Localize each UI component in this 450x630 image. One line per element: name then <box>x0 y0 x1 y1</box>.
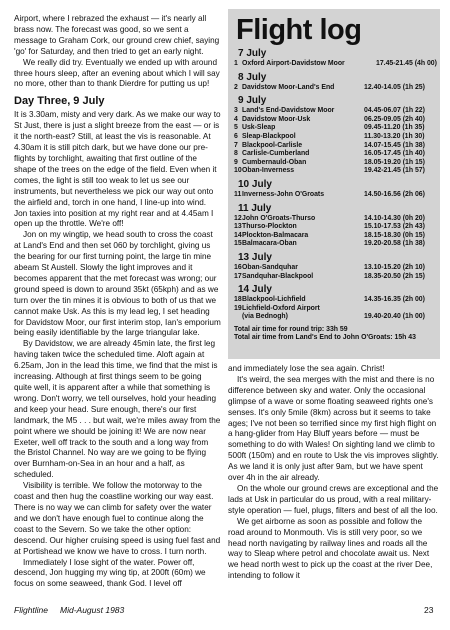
leg-route: Blackpool-Carlisle <box>242 141 303 149</box>
left-column <box>14 14 221 590</box>
flight-log-date: 10 July <box>238 178 272 190</box>
flight-log-date: 13 July <box>238 251 272 263</box>
leg-time: 14.10-14.30 (0h 20) <box>364 214 425 222</box>
body-paragraph-2: Jon on my wingtip, we head south to cross the coast at Land's End and then set 060 by torchlight, giving us the bearing for our first turning point, the large tin mine abeam St Austell. Slowly the light improves and it becomes apparent that the met forecast was wrong; our ground speed is down to around 35kt (65kph) and as we turn over the tin mines it is obvious to both of us that we cannot make Usk. As this is my lead leg, I set heading for Davidstow Moor, our first interim stop, Ian's emporium being easily identifiable by the large triangular lake. <box>14 230 221 338</box>
flight-log-leg <box>228 191 440 200</box>
leg-route: Sandquhar-Blackpool <box>242 272 314 280</box>
leg-time: 19.42-21.45 (1h 57) <box>364 167 425 175</box>
leg-number: 6 <box>234 132 238 140</box>
leg-time: 15.10-17.53 (2h 43) <box>364 223 425 231</box>
leg-route: Lichfield-Oxford Airport <box>242 304 320 312</box>
body-paragraph-3: By Davidstow, we are already 45min late, the first leg having taken twice the scheduled time. Aloft again at 6.25am, Jon in the lead this time, we find that the mist is increasing. Although at first things seem to be going quite well, it is apparent after a while that something is wrong. Don't worry, we tell ourselves, hold your heading and keep your head. Sure enough, there's our first landmark, the M5 . . . but wait, we're miles away from the point where we should be joining it! We are now near Exeter, well off track to the south and a long way from the Bristol Channel. No way are we going to be flying over Burnham-on-Sea in an hour and a half, as scheduled. <box>14 339 221 480</box>
leg-time: 11.30-13.20 (1h 30) <box>364 132 425 140</box>
body-paragraph-4: Visibility is terrible. We follow the motorway to the coast and then hug the coastline working our way east. There is no way we can climb for safety over the water and we don't have enough fuel to continue along the coast to the Severn. So we take the other option: descend. Our higher cruising speed is using fuel fast and at Portishead we know we have to cross. I turn north. <box>14 481 221 556</box>
leg-number: 16 <box>234 263 242 271</box>
right-paragraph-1: and immediately lose the sea again. Christ! <box>228 364 385 373</box>
leg-route: Carlisle-Cumberland <box>242 150 310 158</box>
leg-route: Usk-Sleap <box>242 124 276 132</box>
flight-log-date: 14 July <box>238 284 272 296</box>
issue-date: Mid-August 1983 <box>60 605 125 615</box>
leg-number: 12 <box>234 214 242 222</box>
right-column <box>228 364 440 582</box>
leg-number: 18 <box>234 296 242 304</box>
right-paragraph-2: It's weird, the sea merges with the mist and there is no difference between sky and water. Only the occasional glimpse of a wave or some floating seaweed rights one's senses. It's only 5mile (8km) across but it seems to take ages; I've not been so terrified since my first high flight on a hang-glider from Hay Bluff years before — must be something to do with Wales! On sighting land we climb to 500ft (150m) and en route to Usk the vis improves slightly. As we land it is only just after 9am, but we have spent over 4h in the air already. <box>228 374 439 483</box>
flight-log-leg <box>228 215 440 224</box>
leg-time: 19.20-20.58 (1h 38) <box>364 240 425 248</box>
flight-log-days <box>228 48 440 322</box>
flight-log-leg <box>228 167 440 176</box>
flight-log-leg <box>228 223 440 232</box>
leg-number: 4 <box>234 115 238 123</box>
leg-number: 15 <box>234 240 242 248</box>
flight-log-leg <box>228 296 440 305</box>
leg-time: 14.50-16.56 (2h 06) <box>364 190 425 198</box>
leg-route: Davidstow Moor-Usk <box>242 115 311 123</box>
leg-time: 09.45-11.20 (1h 35) <box>364 124 425 132</box>
flight-log-date: 7 July <box>238 48 267 59</box>
leg-number: 19 <box>234 304 242 312</box>
leg-number: 7 <box>234 141 238 149</box>
leg-time: 04.45-06.07 (1h 22) <box>364 107 425 115</box>
intro-paragraph-2: We really did try. Eventually we ended up with around three hours sleep, after an evening about which I will say no more, other than to thank Dierdre for putting us up! <box>14 57 220 89</box>
leg-route: Balmacara-Oban <box>242 240 297 248</box>
leg-route: Land's End-Davidstow Moor <box>242 107 335 115</box>
leg-route: Sleap-Blackpool <box>242 132 296 140</box>
leg-number: 1 <box>234 60 238 67</box>
right-paragraph-3: On the whole our ground crews are exceptional and the lads at Usk in particular do us proud, with a real military-style operation — fuel, plugs, filters and best of all the loo. <box>228 483 439 515</box>
leg-time: 14.07-15.45 (1h 38) <box>364 141 425 149</box>
flight-log-date: 8 July <box>238 71 267 83</box>
leg-number: 10 <box>234 167 242 175</box>
leg-number: 13 <box>234 223 242 231</box>
flight-log-leg <box>228 150 440 159</box>
flight-log-leg <box>228 133 440 142</box>
leg-time: 19.40-20.40 (1h 00) <box>364 313 425 321</box>
leg-number: 9 <box>234 158 238 166</box>
leg-number: 14 <box>234 231 242 239</box>
section-heading: Day Three, 9 July <box>14 95 105 108</box>
page-footer <box>0 602 450 622</box>
leg-number: 2 <box>234 83 238 91</box>
leg-time: 18.35-20.50 (2h 15) <box>364 272 425 280</box>
leg-time: 06.25-09.05 (2h 40) <box>364 115 425 123</box>
intro-paragraph-1: Airport, where I rebrazed the exhaust — it's nearly all brass now. The forecast was good, so we sent a message to Graham Cork, our ground crew chief, saying 'go' for Saturday, and then tried to get an early night. <box>14 14 220 56</box>
leg-time: 16.05-17.45 (1h 40) <box>364 150 425 158</box>
flight-log-leg <box>228 159 440 168</box>
publication-name: Flightline <box>14 605 49 615</box>
leg-number: 5 <box>234 124 238 132</box>
leg-route: John O'Groats-Thurso <box>242 214 316 222</box>
flight-log-leg <box>228 60 440 69</box>
flight-log-leg <box>228 116 440 125</box>
leg-number: 17 <box>234 272 242 280</box>
flight-log-title: Flight log <box>236 14 362 46</box>
leg-route: Thurso-Plockton <box>242 223 297 231</box>
leg-route: Blackpool-Lichfield <box>242 296 306 304</box>
leg-number: 8 <box>234 150 238 158</box>
leg-number: 3 <box>234 107 238 115</box>
total-round-trip: Total air time for round trip: 33h 59 <box>234 325 348 333</box>
flight-log-leg <box>228 142 440 151</box>
leg-time: 18.15-18.30 (0h 15) <box>364 231 425 239</box>
flight-log-leg <box>228 84 440 93</box>
flight-log-date: 11 July <box>238 202 272 214</box>
leg-time: 17.45-21.45 (4h 00) <box>376 60 437 67</box>
body-paragraph-5: Immediately I lose sight of the water. Power off, descend, Jon hugging my wing tip, at 200ft (60m) we focus on some seaweed, thank God. I level off <box>14 557 206 589</box>
leg-route: Oban-Sandquhar <box>242 263 298 271</box>
flight-log-leg <box>228 305 440 314</box>
leg-route: (via Bednogh) <box>242 313 288 321</box>
flight-log-box <box>228 9 440 359</box>
flight-log-leg <box>228 313 440 322</box>
leg-route: Davidstow Moor-Land's End <box>242 83 335 91</box>
flight-log-leg <box>228 240 440 249</box>
leg-route: Oxford Airport-Davidstow Moor <box>242 60 345 67</box>
leg-time: 18.05-19.20 (1h 15) <box>364 158 425 166</box>
flight-log-leg <box>228 124 440 133</box>
leg-route: Plockton-Balmacara <box>242 231 309 239</box>
leg-time: 13.10-15.20 (2h 10) <box>364 263 425 271</box>
flight-log-leg <box>228 107 440 116</box>
leg-time: 14.35-16.35 (2h 00) <box>364 296 425 304</box>
leg-time: 12.40-14.05 (1h 25) <box>364 83 425 91</box>
total-le-jog: Total air time from Land's End to John O'Groats: 15h 43 <box>234 334 416 342</box>
page-number: 23 <box>424 605 434 615</box>
right-paragraph-4: We get airborne as soon as possible and follow the road around to Monmouth. Vis is still very poor, so we head north navigating by railway lines and roads all the way to Sleap where petrol and chocolate await us. Next we head north west to pick up the coast at the river Dee, intending to follow it <box>228 516 433 581</box>
leg-route: Oban-Inverness <box>242 167 295 175</box>
flight-log-leg <box>228 232 440 241</box>
flight-log-leg <box>228 264 440 273</box>
body-paragraph-1: It is 3.30am, misty and very dark. As we make our way to St Just, there is just a slight breeze from the east — or is it the north-east? Still, at least the vis is reasonable. At 4.30am it is still pitch dark, but we have done our pre-flights by torchlight, awaiting that first outline of the shape of the trees on the edge of the field. Even when it comes, the light is still too weak to let us see our instruments, but nevertheless we pick our way out onto the airfield and, torch in one hand, I line-up into wind. Jon taxies into position at my right rear and at 4.45am I open up the throttle. We're off! <box>14 110 221 229</box>
flight-log-date: 9 July <box>238 95 267 107</box>
leg-number: 11 <box>234 190 242 198</box>
leg-route: Cumbernauld-Oban <box>242 158 307 166</box>
flight-log-leg <box>228 273 440 282</box>
leg-route: Inverness-John O'Groats <box>242 190 325 198</box>
